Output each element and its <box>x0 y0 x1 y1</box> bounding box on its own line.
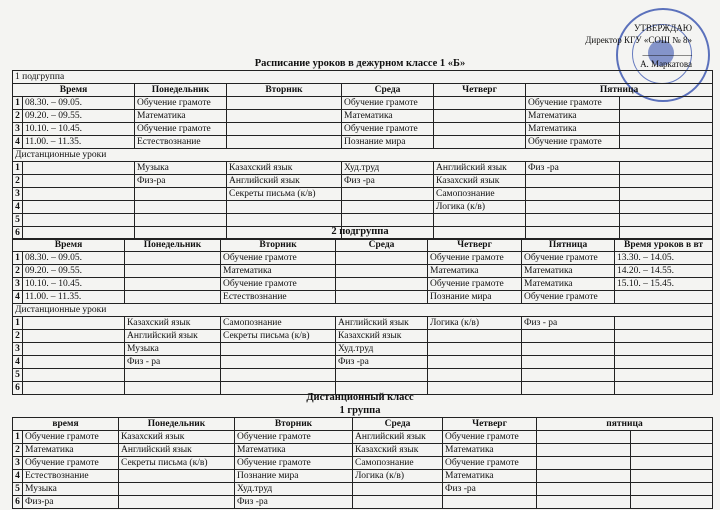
table-row <box>13 431 713 444</box>
wednesday-lesson: Худ.труд <box>235 483 353 496</box>
tuesday-lesson <box>119 470 235 483</box>
friday-lesson <box>526 188 620 201</box>
table-row <box>13 330 713 343</box>
wednesday-lesson <box>336 291 428 304</box>
empty-cell <box>620 110 713 123</box>
friday-lesson <box>443 496 537 509</box>
empty-cell <box>615 369 713 382</box>
table-row <box>13 457 713 470</box>
table-row <box>13 496 713 509</box>
group2-header-thu: Четверг <box>428 239 522 252</box>
distance-header-mon: Понедельник <box>119 418 235 431</box>
friday-lesson <box>526 201 620 214</box>
approval-heading: УТВЕРЖДАЮ <box>633 23 692 33</box>
row-number: 3 <box>13 278 23 291</box>
empty-cell <box>620 175 713 188</box>
wednesday-lesson: Худ.труд <box>342 162 434 175</box>
monday-lesson: Физ-ра <box>135 175 227 188</box>
group2-label: 2 подгруппа <box>331 226 389 237</box>
friday-lesson: Обучение грамоте <box>522 252 615 265</box>
empty-cell <box>23 162 135 175</box>
monday-lesson <box>135 201 227 214</box>
friday-lesson: Обучение грамоте <box>443 457 537 470</box>
table-row <box>13 175 713 188</box>
wednesday-lesson: Физ -ра <box>336 356 428 369</box>
thursday-lesson: Самопознание <box>353 457 443 470</box>
table-row <box>13 110 713 123</box>
thursday-lesson <box>428 356 522 369</box>
friday-lesson: Обучение грамоте <box>526 136 620 149</box>
table-row <box>13 470 713 483</box>
friday-lesson: Математика <box>443 444 537 457</box>
wednesday-lesson: Обучение грамоте <box>235 431 353 444</box>
thursday-lesson: Английский язык <box>434 162 526 175</box>
wednesday-lesson: Обучение грамоте <box>342 97 434 110</box>
wednesday-lesson <box>336 265 428 278</box>
row-number: 6 <box>13 496 23 509</box>
distance-header-thu: Четверг <box>443 418 537 431</box>
empty-cell <box>23 201 135 214</box>
wednesday-lesson: Познание мира <box>235 470 353 483</box>
friday-lesson <box>522 356 615 369</box>
row-number: 1 <box>13 317 23 330</box>
thursday-lesson <box>353 483 443 496</box>
tuesday-lesson <box>227 136 342 149</box>
monday-lesson <box>135 188 227 201</box>
lesson-time: 10.10. – 10.45. <box>23 278 125 291</box>
row-number: 5 <box>13 369 23 382</box>
group1-header-mon: Понедельник <box>135 84 227 97</box>
table-row <box>13 444 713 457</box>
empty-cell <box>23 317 125 330</box>
group1-table <box>12 70 713 240</box>
monday-lesson: Обучение грамоте <box>23 431 119 444</box>
empty-cell <box>537 444 631 457</box>
friday-lesson: Обучение грамоте <box>443 431 537 444</box>
tuesday-lesson: Обучение грамоте <box>221 278 336 291</box>
group1-label: 1 подгруппа <box>13 71 713 84</box>
friday-lesson: Математика <box>522 278 615 291</box>
tuesday-lesson-time: 14.20. – 14.55. <box>615 265 713 278</box>
monday-lesson: Английский язык <box>125 330 221 343</box>
lesson-time: 09.20. – 09.55. <box>23 110 135 123</box>
table-row <box>13 278 713 291</box>
distance-group-label: 1 группа <box>339 405 381 416</box>
empty-cell <box>23 214 135 227</box>
group2-header-tue: Вторник <box>221 239 336 252</box>
row-number: 1 <box>13 162 23 175</box>
friday-lesson: Физ -ра <box>526 162 620 175</box>
monday-lesson: Естествознание <box>23 470 119 483</box>
lesson-time: 08.30. – 09.05. <box>23 97 135 110</box>
table-row <box>13 136 713 149</box>
wednesday-lesson: Казахский язык <box>336 330 428 343</box>
row-number: 2 <box>13 175 23 188</box>
thursday-lesson: Математика <box>428 265 522 278</box>
tuesday-lesson <box>119 483 235 496</box>
monday-lesson: Обучение грамоте <box>23 457 119 470</box>
row-number: 1 <box>13 252 23 265</box>
tuesday-lesson <box>227 214 342 227</box>
monday-lesson: Обучение грамоте <box>135 123 227 136</box>
row-number: 4 <box>13 356 23 369</box>
table-row <box>13 291 713 304</box>
group1-header-time: Время <box>13 84 135 97</box>
empty-cell <box>631 483 713 496</box>
empty-cell <box>620 162 713 175</box>
distance-table <box>12 417 713 509</box>
thursday-lesson <box>353 496 443 509</box>
approval-position: Директор КГУ «СОШ № 8» <box>585 35 692 45</box>
distance-header-time: время <box>13 418 119 431</box>
thursday-lesson <box>428 343 522 356</box>
wednesday-lesson <box>342 188 434 201</box>
group1-header-thu: Четверг <box>434 84 526 97</box>
distance-header-tue: Вторник <box>235 418 353 431</box>
tuesday-lesson: Казахский язык <box>119 431 235 444</box>
empty-cell <box>615 356 713 369</box>
group2-header-wed: Среда <box>336 239 428 252</box>
tuesday-lesson <box>227 110 342 123</box>
tuesday-lesson: Английский язык <box>227 175 342 188</box>
tuesday-lesson <box>119 496 235 509</box>
thursday-lesson <box>434 214 526 227</box>
tuesday-lesson: Математика <box>221 265 336 278</box>
empty-cell <box>537 470 631 483</box>
thursday-lesson: Обучение грамоте <box>428 278 522 291</box>
wednesday-lesson: Математика <box>235 444 353 457</box>
monday-lesson <box>125 252 221 265</box>
empty-cell <box>615 343 713 356</box>
thursday-lesson: Английский язык <box>353 431 443 444</box>
monday-lesson: Физ-ра <box>23 496 119 509</box>
row-number: 5 <box>13 214 23 227</box>
empty-cell <box>631 470 713 483</box>
approval-signature-line: ___________ <box>642 47 692 57</box>
lesson-time: 09.20. – 09.55. <box>23 265 125 278</box>
wednesday-lesson <box>342 214 434 227</box>
empty-cell <box>537 431 631 444</box>
empty-cell <box>23 356 125 369</box>
monday-lesson <box>125 291 221 304</box>
empty-cell <box>615 317 713 330</box>
distance-header-wed: Среда <box>353 418 443 431</box>
wednesday-lesson: Познание мира <box>342 136 434 149</box>
friday-lesson: Математика <box>526 110 620 123</box>
wednesday-lesson <box>342 201 434 214</box>
group1-header-tue: Вторник <box>227 84 342 97</box>
group1-header-wed: Среда <box>342 84 434 97</box>
wednesday-lesson <box>336 278 428 291</box>
wednesday-lesson <box>336 252 428 265</box>
friday-lesson: Физ -ра <box>443 483 537 496</box>
distance-header-fri: пятница <box>537 418 713 431</box>
empty-cell <box>537 496 631 509</box>
empty-cell <box>23 343 125 356</box>
empty-cell <box>23 369 125 382</box>
empty-cell <box>620 136 713 149</box>
friday-lesson <box>522 343 615 356</box>
monday-lesson: Обучение грамоте <box>135 97 227 110</box>
friday-lesson: Математика <box>526 123 620 136</box>
tuesday-lesson <box>221 369 336 382</box>
group1-remote-label: Дистанционные уроки <box>13 149 713 162</box>
table-row <box>13 123 713 136</box>
empty-cell <box>620 214 713 227</box>
row-number: 4 <box>13 470 23 483</box>
friday-lesson: Математика <box>522 265 615 278</box>
table-row <box>13 162 713 175</box>
monday-lesson: Музыка <box>135 162 227 175</box>
monday-lesson: Математика <box>135 110 227 123</box>
group2-header-tue-times: Время уроков в вт <box>615 239 713 252</box>
friday-lesson <box>526 214 620 227</box>
group2-header-time: Время <box>13 239 125 252</box>
thursday-lesson <box>434 110 526 123</box>
table-row <box>13 483 713 496</box>
thursday-lesson <box>434 136 526 149</box>
monday-lesson: Казахский язык <box>125 317 221 330</box>
monday-lesson <box>125 369 221 382</box>
friday-lesson: Обучение грамоте <box>526 97 620 110</box>
empty-cell <box>537 457 631 470</box>
row-number: 1 <box>13 97 23 110</box>
empty-cell <box>23 175 135 188</box>
empty-cell <box>537 483 631 496</box>
table-row <box>13 214 713 227</box>
tuesday-lesson: Секреты письма (к/в) <box>227 188 342 201</box>
thursday-lesson <box>428 330 522 343</box>
row-number: 1 <box>13 431 23 444</box>
tuesday-lesson: Секреты письма (к/в) <box>119 457 235 470</box>
group2-header-fri: Пятница <box>522 239 615 252</box>
row-number: 4 <box>13 136 23 149</box>
tuesday-lesson: Самопознание <box>221 317 336 330</box>
monday-lesson: Физ - ра <box>125 356 221 369</box>
group2-remote-label: Дистанционные уроки <box>13 304 713 317</box>
row-number: 6 <box>13 227 23 240</box>
empty-cell <box>631 444 713 457</box>
monday-lesson: Музыка <box>125 343 221 356</box>
wednesday-lesson: Английский язык <box>336 317 428 330</box>
tuesday-lesson: Казахский язык <box>227 162 342 175</box>
wednesday-lesson: Обучение грамоте <box>235 457 353 470</box>
row-number: 3 <box>13 188 23 201</box>
table-row <box>13 265 713 278</box>
friday-lesson: Обучение грамоте <box>522 291 615 304</box>
row-number: 6 <box>13 382 23 395</box>
monday-lesson <box>135 214 227 227</box>
monday-lesson <box>125 265 221 278</box>
wednesday-lesson: Математика <box>342 110 434 123</box>
tuesday-lesson <box>227 97 342 110</box>
empty-cell <box>23 188 135 201</box>
tuesday-lesson <box>227 123 342 136</box>
table-row <box>13 343 713 356</box>
tuesday-lesson-time: 15.10. – 15.45. <box>615 278 713 291</box>
thursday-lesson: Казахский язык <box>353 444 443 457</box>
friday-lesson: Физ - ра <box>522 317 615 330</box>
row-number: 4 <box>13 201 23 214</box>
thursday-lesson: Логика (к/в) <box>434 201 526 214</box>
tuesday-lesson-time <box>615 291 713 304</box>
thursday-lesson: Самопознание <box>434 188 526 201</box>
row-number: 2 <box>13 444 23 457</box>
table-row <box>13 188 713 201</box>
row-number: 5 <box>13 483 23 496</box>
row-number: 2 <box>13 330 23 343</box>
tuesday-lesson <box>221 343 336 356</box>
empty-cell <box>620 188 713 201</box>
tuesday-lesson: Секреты письма (к/в) <box>221 330 336 343</box>
group2-header-mon: Понедельник <box>125 239 221 252</box>
tuesday-lesson <box>221 356 336 369</box>
table-row <box>13 317 713 330</box>
empty-cell <box>615 330 713 343</box>
lesson-time: 11.00. – 11.35. <box>23 136 135 149</box>
thursday-lesson <box>434 97 526 110</box>
row-number: 3 <box>13 123 23 136</box>
wednesday-lesson: Обучение грамоте <box>342 123 434 136</box>
empty-cell <box>620 201 713 214</box>
group1-header-fri: Пятница <box>526 84 713 97</box>
wednesday-lesson: Физ -ра <box>235 496 353 509</box>
empty-cell <box>23 330 125 343</box>
row-number: 2 <box>13 265 23 278</box>
thursday-lesson <box>428 369 522 382</box>
monday-lesson: Естествознание <box>135 136 227 149</box>
group2-table <box>12 238 713 395</box>
empty-cell <box>631 496 713 509</box>
distance-title: Дистанционный класс <box>306 392 414 403</box>
row-number: 4 <box>13 291 23 304</box>
monday-lesson: Математика <box>23 444 119 457</box>
thursday-lesson: Обучение грамоте <box>428 252 522 265</box>
lesson-time: 10.10. – 10.45. <box>23 123 135 136</box>
thursday-lesson: Познание мира <box>428 291 522 304</box>
table-row <box>13 201 713 214</box>
thursday-lesson: Казахский язык <box>434 175 526 188</box>
tuesday-lesson: Естествознание <box>221 291 336 304</box>
thursday-lesson <box>434 123 526 136</box>
tuesday-lesson: Обучение грамоте <box>221 252 336 265</box>
thursday-lesson: Логика (к/в) <box>428 317 522 330</box>
table-row <box>13 252 713 265</box>
monday-lesson: Музыка <box>23 483 119 496</box>
monday-lesson <box>125 278 221 291</box>
tuesday-lesson: Английский язык <box>119 444 235 457</box>
wednesday-lesson <box>336 369 428 382</box>
table-row <box>13 97 713 110</box>
table-row <box>13 356 713 369</box>
friday-lesson: Математика <box>443 470 537 483</box>
row-number: 3 <box>13 457 23 470</box>
friday-lesson <box>522 330 615 343</box>
friday-lesson <box>522 369 615 382</box>
thursday-lesson: Логика (к/в) <box>353 470 443 483</box>
table-row <box>13 369 713 382</box>
page-title: Расписание уроков в дежурном классе 1 «Б» <box>254 58 466 69</box>
tuesday-lesson-time: 13.30. – 14.05. <box>615 252 713 265</box>
wednesday-lesson: Физ -ра <box>342 175 434 188</box>
empty-cell <box>631 431 713 444</box>
empty-cell <box>620 123 713 136</box>
wednesday-lesson: Худ.труд <box>336 343 428 356</box>
lesson-time: 08.30. – 09.05. <box>23 252 125 265</box>
row-number: 2 <box>13 110 23 123</box>
empty-cell <box>631 457 713 470</box>
approval-name: А. Маркатова <box>640 59 692 69</box>
tuesday-lesson <box>227 201 342 214</box>
friday-lesson <box>526 175 620 188</box>
lesson-time: 11.00. – 11.35. <box>23 291 125 304</box>
empty-cell <box>620 97 713 110</box>
row-number: 3 <box>13 343 23 356</box>
